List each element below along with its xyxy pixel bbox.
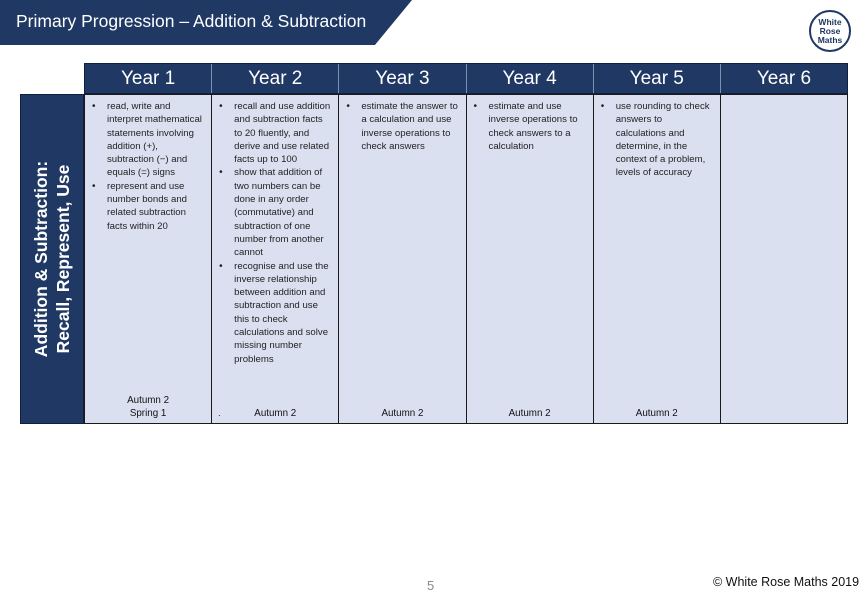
term-text: Autumn 2: [635, 408, 678, 419]
year-1-header: Year 1: [85, 64, 212, 93]
logo-text-line: Rose: [819, 25, 841, 36]
objective-item: • show that addition of two numbers can be done in any order (commutative) and subtraction of one number from another cannot: [234, 166, 332, 259]
objective-list: [90, 100, 205, 233]
strand-label: [20, 94, 84, 424]
year-2-header: Year 2: [212, 64, 339, 93]
objective-item: • represent and use number bonds and related subtraction facts within 20: [107, 180, 205, 233]
strand-label-line-2: Recall, Represent, Use: [53, 164, 73, 354]
year-4-header: Year 4: [467, 64, 594, 93]
term-label: [339, 407, 465, 420]
objective-item: • estimate and use inverse operations to check answers to a calculation: [489, 100, 587, 153]
term-label: [594, 407, 720, 420]
logo-text-line: White: [818, 16, 842, 27]
strand-label-line-1: Addition & Subtraction:: [31, 160, 51, 358]
white-rose-maths-logo: [809, 10, 851, 52]
page-title: Primary Progression – Addition & Subtraction: [16, 11, 367, 31]
objective-list: [344, 100, 459, 153]
stray-mark: .: [218, 408, 221, 418]
objective-list: [217, 100, 332, 366]
year-5-cell: [594, 95, 721, 423]
year-6-header: Year 6: [756, 68, 812, 89]
year-3-header: Year 3: [339, 64, 466, 93]
term-label: [85, 394, 211, 420]
objective-item: • use rounding to check answers to calculations and determine, in the context of a problem, levels of accuracy: [616, 100, 714, 180]
objective-list: [599, 100, 714, 180]
year-header-row: [84, 63, 848, 94]
logo-text-line: Maths: [817, 34, 843, 45]
term-text: Autumn 2: [381, 408, 424, 419]
objective-item: • recall and use addition and subtraction facts to 20 fluently, and derive and use related facts up to 100: [234, 100, 332, 166]
year-1-cell: [85, 95, 212, 423]
year-5-header: Year 5: [594, 64, 721, 93]
copyright-notice: © White Rose Maths 2019: [713, 575, 860, 589]
term-label: [212, 407, 338, 420]
objective-item: • read, write and interpret mathematical statements involving addition (+), subtraction (−) and equals (=) signs: [107, 100, 205, 180]
term-text: Autumn 2: [254, 408, 297, 419]
year-6-cell: [721, 95, 847, 423]
page-number: 5: [427, 578, 435, 593]
term-text: Autumn 2: [508, 408, 551, 419]
objective-item: • estimate the answer to a calculation and use inverse operations to check answers: [361, 100, 459, 153]
term-text: Spring 1: [129, 408, 167, 419]
objective-item: • recognise and use the inverse relationship between addition and subtraction and use this to check calculations and solve missing number problems: [234, 260, 332, 366]
year-3-cell: [339, 95, 466, 423]
year-4-cell: [467, 95, 594, 423]
year-2-cell: [212, 95, 339, 423]
objective-list: [472, 100, 587, 153]
term-text: Autumn 2: [127, 395, 170, 406]
term-label: [467, 407, 593, 420]
objectives-row: [84, 94, 848, 424]
